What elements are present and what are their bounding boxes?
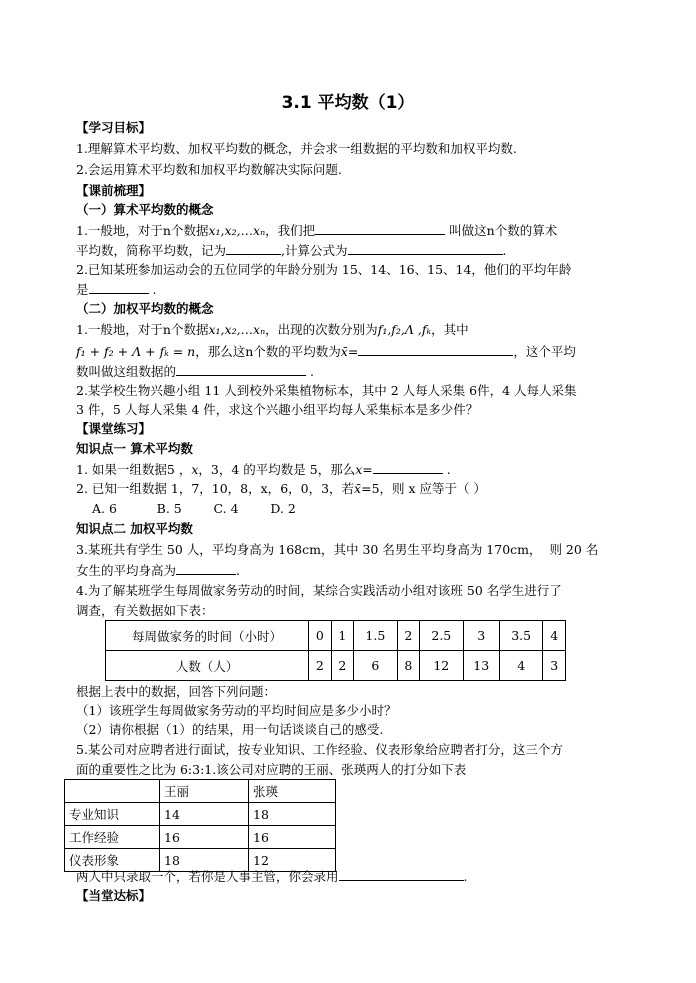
table-cell: 工作经验 <box>65 826 160 849</box>
question-4-line1: 4.为了解某班学生每周做家务劳动的时间，某综合实践活动小组对该班 50 名学生进行了 <box>76 583 562 598</box>
table-cell: 2 <box>331 651 354 681</box>
table-cell: 18 <box>249 803 336 826</box>
question-5-line2: 面的重要性之比为 6:3:1.该公司对应聘的王丽、张瑛两人的打分如下表 <box>76 762 467 777</box>
table-row <box>106 621 566 651</box>
table-cell: 8 <box>397 651 420 681</box>
blank-q3[interactable] <box>176 562 236 575</box>
table-row <box>65 826 336 849</box>
p2-line5: 3 件，5 人每人采集 4 件，求这个兴趣小组平均每人采集标本是多少件？ <box>76 402 479 417</box>
p2-line4: 2.某学校生物兴趣小组 11 人到校外采集植物标本，其中 2 人每人采集 6件，4 人每人采集 <box>76 383 577 398</box>
frequency-vars: f₁,f₂,Λ ,fₖ <box>377 322 432 337</box>
blank-average-age[interactable] <box>89 281 149 294</box>
table-cell: 张瑛 <box>249 780 336 803</box>
goal-2: 2.会运用算术平均数和加权平均数解决实际问题. <box>76 162 342 177</box>
p2-line3: 数叫做这组数据的 . <box>76 364 314 379</box>
question-3-line1: 3.某班共有学生 50 人，平均身高为 168cm，其中 30 名男生平均身高为 170cm， 则 20 名 <box>76 542 599 557</box>
table-row <box>65 780 336 803</box>
interview-score-table <box>64 779 336 872</box>
table-cell: 12 <box>420 651 463 681</box>
table-cell: 2 <box>397 621 420 651</box>
table-cell: 仪表形象 <box>65 849 160 872</box>
table-cell: 3.5 <box>499 621 542 651</box>
frequency-sum: f₁ + f₂ + Λ + fₖ = n <box>76 344 196 359</box>
heading-arithmetic-mean: （一）算术平均数的概念 <box>76 202 214 217</box>
housework-table <box>105 620 566 681</box>
question-3-line2: 女生的平均身高为 . <box>76 563 240 578</box>
p1-line3: 2.已知某班参加运动会的五位同学的年龄分别为 15、14、16、15、14，他们的平均年龄 <box>76 262 572 277</box>
data-vars: x₁,x₂,…xₙ <box>208 223 266 238</box>
question-4-sub1: （1）该班学生每周做家务劳动的平均时间应是多少小时？ <box>76 703 397 718</box>
p1-line4: 是 . <box>76 282 157 297</box>
table-cell: 16 <box>160 826 249 849</box>
section-learning-goals: 【学习目标】 <box>76 120 152 135</box>
p2-line1: 1.一般地，对于n个数据x₁,x₂,…xₙ，出现的次数分别为f₁,f₂,Λ ,fₖ，其中 <box>76 322 469 337</box>
table-cell: 专业知识 <box>65 803 160 826</box>
question-4-prompt: 根据上表中的数据，回答下列问题： <box>76 684 277 699</box>
table-cell: 3 <box>463 621 499 651</box>
table-cell: 18 <box>160 849 249 872</box>
table-cell: 1.5 <box>354 621 397 651</box>
blank-q5[interactable] <box>339 868 464 881</box>
table-cell: 4 <box>543 621 566 651</box>
table-cell: 3 <box>543 651 566 681</box>
table-cell: 13 <box>463 651 499 681</box>
blank-formula[interactable] <box>348 242 503 255</box>
table-row <box>65 803 336 826</box>
table-cell: 1 <box>331 621 354 651</box>
table-cell: 14 <box>160 803 249 826</box>
table-cell: 6 <box>354 651 397 681</box>
section-class-practice: 【课堂练习】 <box>76 421 152 436</box>
p1-line1: 1.一般地，对于n个数据x₁,x₂,…xₙ，我们把 叫做这n个数的算术 <box>76 223 558 238</box>
section-pre-class: 【课前梳理】 <box>76 183 152 198</box>
section-in-class-check: 【当堂达标】 <box>76 888 152 903</box>
question-1: 1. 如果一组数据5 ，x，3，4 的平均数是 5，那么x= . <box>76 462 451 477</box>
table-cell: 2 <box>309 651 332 681</box>
p1-line2: 平均数，简称平均数，记为 ,计算公式为 . <box>76 243 507 258</box>
page-title: 3.1 平均数（1） <box>281 93 415 113</box>
knowledge-point-2: 知识点二 加权平均数 <box>76 521 193 536</box>
question-5-line3: 两人中只录取一个，若你是人事主管，你会录用 . <box>76 869 468 884</box>
p2-line2: f₁ + f₂ + Λ + fₖ = n，那么这n个数的平均数为x̄= ，这个平均 <box>76 344 576 359</box>
table-cell: 每周做家务的时间（小时） <box>106 621 309 651</box>
table-cell: 12 <box>249 849 336 872</box>
table-cell: 王丽 <box>160 780 249 803</box>
question-4-line2: 调查，有关数据如下表： <box>76 603 214 618</box>
question-4-sub2: （2）请你根据（1）的结果，用一句话谈谈自己的感受. <box>76 722 384 737</box>
table-cell: 4 <box>499 651 542 681</box>
table-cell: 人数（人） <box>106 651 309 681</box>
blank-q1[interactable] <box>373 461 443 474</box>
blank-definition[interactable] <box>315 222 445 235</box>
table-cell <box>65 780 160 803</box>
table-cell: 0 <box>309 621 332 651</box>
blank-notation[interactable] <box>226 242 281 255</box>
table-row <box>106 651 566 681</box>
table-cell: 2.5 <box>420 621 463 651</box>
blank-weighted-name[interactable] <box>176 363 306 376</box>
question-2-options: A. 6 B. 5 C. 4 D. 2 <box>92 501 296 516</box>
heading-weighted-mean: （二）加权平均数的概念 <box>76 301 214 316</box>
question-2: 2. 已知一组数据 1，7，10，8，x，6，0，3，若x̄=5，则 x 应等于（ ） <box>76 481 487 496</box>
blank-weighted-formula[interactable] <box>358 343 513 356</box>
table-cell: 16 <box>249 826 336 849</box>
knowledge-point-1: 知识点一 算术平均数 <box>76 441 193 456</box>
question-5-line1: 5.某公司对应聘者进行面试，按专业知识、工作经验、仪表形象给应聘者打分，这三个方 <box>76 742 563 757</box>
goal-1: 1.理解算术平均数、加权平均数的概念，并会求一组数据的平均数和加权平均数. <box>76 141 517 156</box>
